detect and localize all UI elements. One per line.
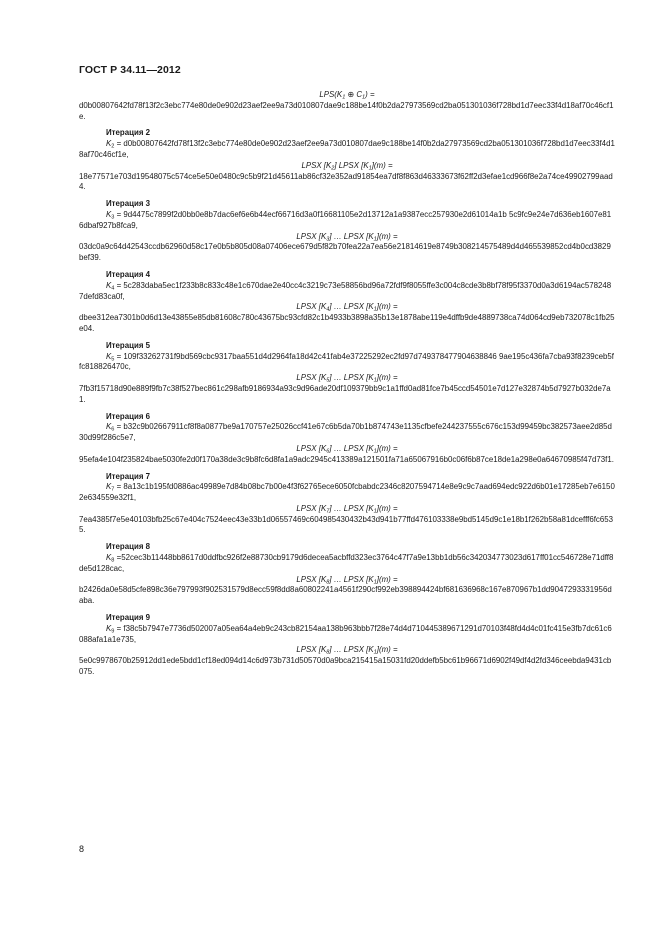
key-value: $K_8$ =52cec3b11448bb8617d0ddfbc926f2e88730cb9179d6decea5acbffd323ec3764c47f7a9e13bb1db56c342034773023d617ff01cc546728e71dff8de5d128cac, xyxy=(79,553,614,573)
key-value: $K_9 = f38c5b7947e7736d502007a05ea64a4eb9c243cb82154aa138b963bbb7f28e74d4d710445389671291d70103f48fd4d4c01fc415e3fb7dc61c6088af$a1a1e735, xyxy=(79,623,612,644)
lpsx-formula: LPSX $[K_3]$ … LPSX $[K_1](m)$ = xyxy=(296,231,398,243)
lps-formula: $LPS(K_1$ ⊕ $C_1$) = xyxy=(319,90,375,101)
lpsx-formula: LPSX $[K_2]$ LPSX $[K_1](m)$ = xyxy=(301,160,393,172)
lpsx-formula: LPSX $[K_8]$ … LPSX $[K_1](m)$ = xyxy=(296,645,398,656)
lpsx-formula: LPSX $[K_4]$ … LPSX $[K_1](m)$ = xyxy=(296,302,398,313)
iteration-title: Итерация 7 xyxy=(106,471,151,481)
document-body xyxy=(79,90,615,678)
lpsx-formula: LPSX $[K_8]$ … LPSX $[K_1](m)$ = xyxy=(296,574,398,586)
iteration-2 xyxy=(79,128,615,193)
key-value: $K_5 = 109f33262731f9bd569cbc9317baa551d4d2964fa18d42c41fab4e37225292ec2fd97d749378477904638846$ 9ae195c436fa7cba93f8239ceb5ffc818826470c, xyxy=(79,351,614,372)
iteration-9 xyxy=(79,613,615,678)
iteration-title: Итерация 5 xyxy=(106,340,151,350)
iteration-title: Итерация 4 xyxy=(106,269,151,279)
iteration-title: Итерация 9 xyxy=(106,613,151,623)
key-value: $K_6$ = b32c9b02667911cf8f8a0877be9a170757e25026ccf41e67c6b5da70b1b874743e1135cfbefe244237555c676c153d99459bc382573aee2d85d30d99f286c5e7, xyxy=(79,422,612,443)
lpsx-result: 7ea4385f7e5e40103bfb25c67e404c7524eec43e33b1d06557469c604985430432b43d941b77ffd476103338e9bd5145d9c1e18b1f262b58a81dcefff6fc6535. xyxy=(79,514,614,535)
iteration-7 xyxy=(79,472,615,537)
key-value: $K_2 = d0b00807642fd78f13f2c3ebc774e80de0e902d23aef2ee9a73d010807dae9c188be14f0b2da27973569cd2ba051301036f728bd1d7eec33f4d18af7$0c46cf1e, xyxy=(79,139,615,159)
key-value: $K_7$ = 8a13c1b195fd0886ac49989e7d84b08bc7b00e4f3f62765ece6050fcbabdc2346c8207594714e8e9c9c7aad694edc922d6b01e17285eb7e61502e634559e32f1, xyxy=(79,482,615,503)
key-value: $K_3 = 9d4475c7899f2d0bb0e8b7dac6ef6e6b44ecf66716d3a0f16681105e2d13712a1a9387ecc257930e2d61014a1b$ 5c9fc9e24e7d636eb1607e816dbaf927b8fca9, xyxy=(79,209,612,230)
lpsx-result: 7fb3f15718d90e889f9fb7c38f527bec861c298afb9186934a93c9d96ade20df109379bb9c1a1ffd0ad81fce7b45ccd54501e7d127e32874b5d7927b032de7a1. xyxy=(79,383,611,404)
iteration-8 xyxy=(79,542,615,607)
lpsx-formula: LPSX $[K_5]$ … LPSX $[K_1](m)$ = xyxy=(296,373,398,384)
lpsx-result: b2426da0e58d5cfe898c36e797993f902531579d8ecc59f8dd8a60802241a4561f290cf992eb398894424bf681636968c167e870967b1dd9047293331956daba. xyxy=(79,585,612,606)
lpsx-result: dbee312ea7301b0d6d13e43855e85db81608c780c43675bc93cfd82c1b4933b3898a35b13e1878abe119e4dffb9de4889738ca74d064cd9eb732078c1fb25e04. xyxy=(79,313,615,333)
iteration-title: Итерация 3 xyxy=(106,199,151,209)
lpsx-result: 18e77571e703d19548075c574ce5e50e0480c9c5b9f21d45611ab86cf32e352ad91854ea7df8f863d46333673f62ff2d3efae1cd966f8e2a74ce49902799aad4. xyxy=(79,171,613,192)
iteration-title: Итерация 6 xyxy=(106,411,151,421)
lpsx-result: 03dc0a9c64d42543ccdb62960d58c17e0b5b805d08a07406ece679d5f82b70fea22a7ea56e21814619e8749b308214575489d4d465539852cd4b0cd3829bef39. xyxy=(79,242,611,263)
lpsx-result: 95efa4e104f235824bae5030fe2d0f170a38de3c9b8fc6d8fa1a9adc2945c413389a121501fa71a65067916b0c06f6b87ce18de1a298e0a64670985f47d73f1. xyxy=(79,454,614,464)
iteration-5 xyxy=(79,341,615,406)
lpsx-result: 5e0c9978670b25912dd1ede5bdd1cf18ed094d14c6d973b731d50570d0a9bca215415a15031fd20ddefb5bc61b96671d6902f49df4d2fd346ceebda9431cb075. xyxy=(79,656,612,677)
lps-result: d0b00807642fd78f13f2c3ebc774e80de0e902d23aef2ee9a73d010807dae9c188be14f0b2da27973569cd2ba051301036f728bd1d7eec33f4d18af70c46cf1e. xyxy=(79,100,614,121)
page-number: 8 xyxy=(79,844,85,854)
iteration-title: Итерация 8 xyxy=(106,542,151,552)
iteration-3 xyxy=(79,199,615,264)
iteration-6 xyxy=(79,412,615,466)
iteration-4 xyxy=(79,270,615,335)
iteration-title: Итерация 2 xyxy=(106,128,151,138)
document-header: ГОСТ Р 34.11—2012 xyxy=(79,64,181,76)
lpsx-formula: LPSX $[K_6]$ … LPSX $[K_1](m)$ = xyxy=(296,443,398,455)
key-value: $K_4$ = 5c283daba5ec1f233b8c833c48e1c670dae2e40cc4c3219c73e58856bd96a72fdf9f8055ffe3c004c8cde3b8bf78f95f3370d0a3d6194ac5782487defd83ca0f, xyxy=(79,280,612,301)
lpsx-formula: LPSX $[K_7]$ … LPSX $[K_1](m)$ = xyxy=(296,503,398,515)
